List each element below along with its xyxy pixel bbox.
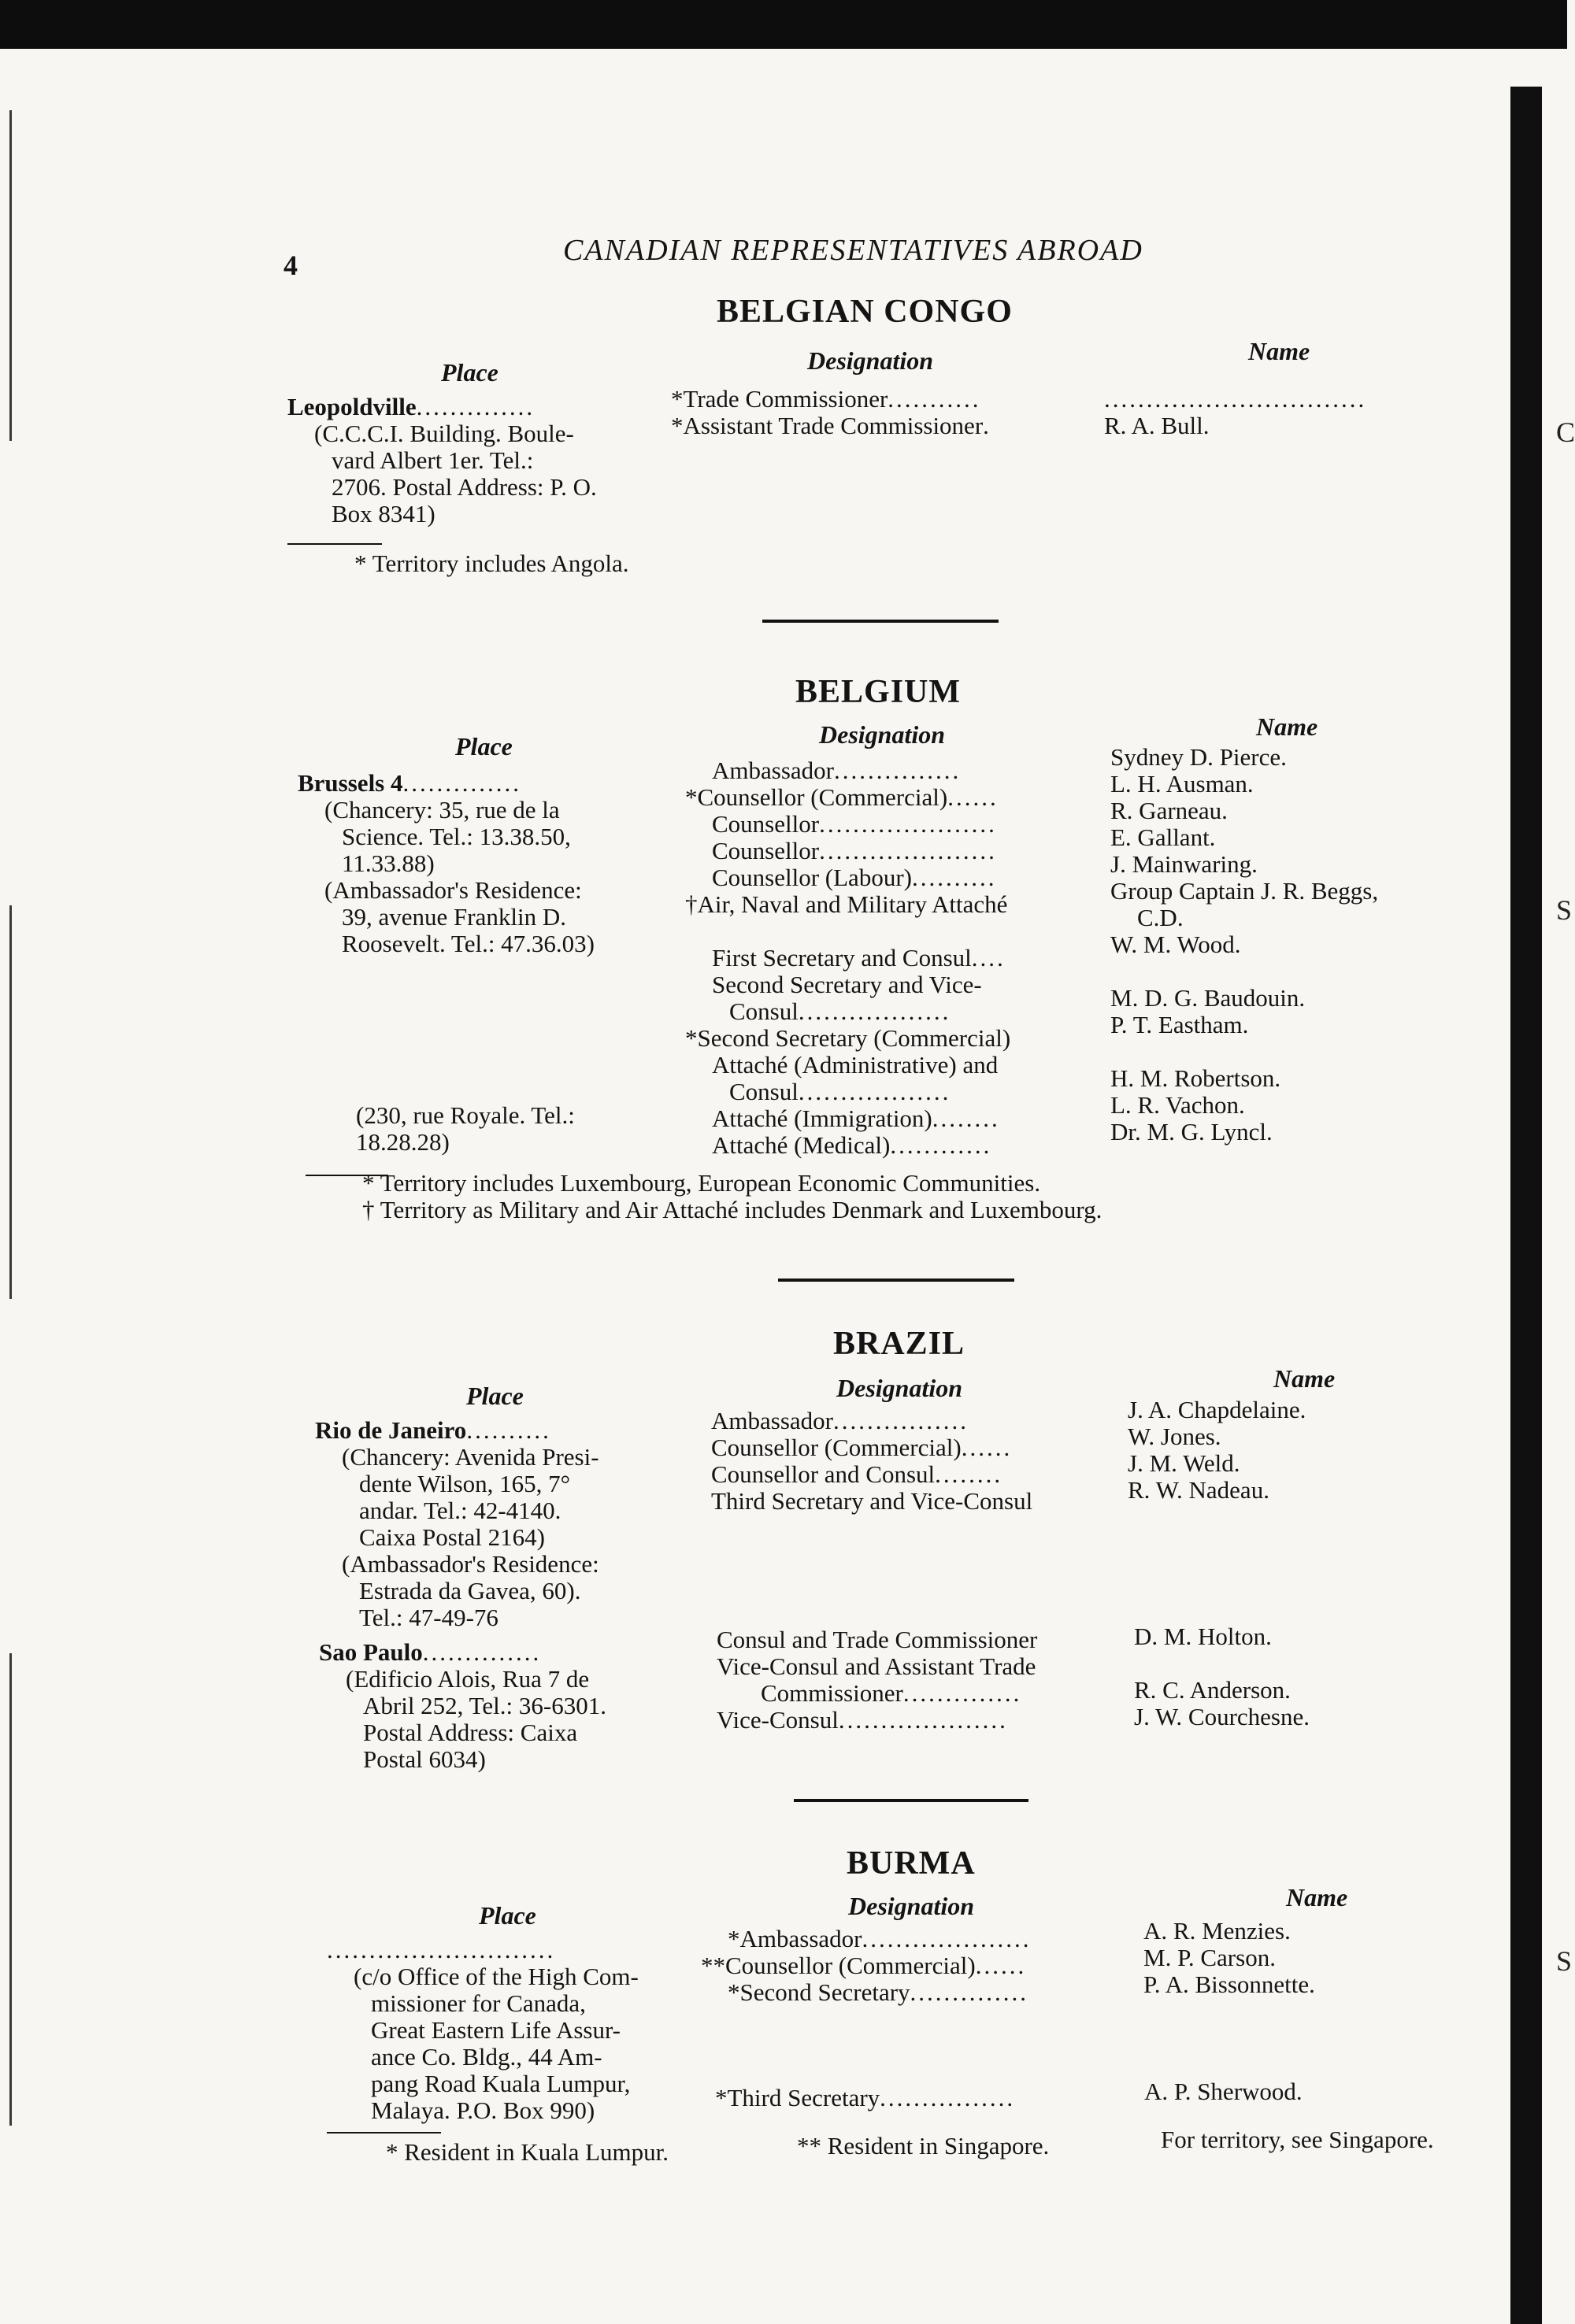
name-column <box>1143 1918 1315 1998</box>
person-name: Sydney D. Pierce. <box>1110 743 1287 771</box>
footnote-rule <box>327 2132 441 2133</box>
designation-column: Consul and Trade Commissioner Vice-Consul and Assistant Trade Commissioner.............. Vice-Consul.................... <box>717 1626 1038 1734</box>
designation: Consul <box>729 997 799 1025</box>
designation: *Assistant Trade Commissioner <box>671 412 984 439</box>
person-name: D. M. Holton. <box>1134 1623 1272 1650</box>
edge-letter: C <box>1556 416 1575 448</box>
footnote: * Resident in Kuala Lumpur. <box>386 2138 669 2166</box>
place-address: Abril 252, Tel.: 36-6301. <box>363 1692 606 1719</box>
section-title-belgium: BELGIUM <box>795 674 962 710</box>
scan-top-edge <box>0 0 1567 49</box>
place-address: (Chancery: Avenida Presi- <box>342 1443 599 1471</box>
designation: Counsellor <box>712 837 820 864</box>
column-header-name: Name <box>1273 1364 1336 1393</box>
designation: *Counsellor (Commercial) <box>685 783 948 811</box>
designation: †Air, Naval and Military Attaché <box>685 890 1008 918</box>
designation: *Ambassador <box>728 1925 862 1952</box>
designation-column: *Trade Commissioner........... *Assistant Trade Commissioner. <box>671 385 991 439</box>
place-address: (c/o Office of the High Com- <box>354 1963 639 1990</box>
person-name: R. C. Anderson. <box>1134 1676 1291 1704</box>
scan-left-edge <box>9 905 12 1299</box>
edge-letter: S <box>1556 1945 1573 1977</box>
place-column <box>356 1102 575 1156</box>
designation: Attaché (Medical) <box>712 1131 891 1159</box>
place-city: Rio de Janeiro <box>315 1416 467 1444</box>
section-divider <box>794 1799 1028 1802</box>
person-name: W. M. Wood. <box>1110 931 1241 958</box>
designation: Counsellor and Consul <box>711 1460 936 1488</box>
person-name: J. A. Chapdelaine. <box>1128 1396 1306 1423</box>
name-column: ............................... R. A. Bull. <box>1104 385 1367 439</box>
place-address: Estrada da Gavea, 60). <box>359 1577 581 1604</box>
section-title-brazil: BRAZIL <box>833 1326 965 1362</box>
designation: **Counsellor (Commercial) <box>701 1952 976 1979</box>
place-address: (230, rue Royale. Tel.: <box>356 1101 575 1129</box>
person-name: R. W. Nadeau. <box>1128 1476 1269 1504</box>
place-address: vard Albert 1er. Tel.: <box>332 446 534 474</box>
designation: Counsellor (Commercial) <box>711 1434 962 1461</box>
column-header-name: Name <box>1248 337 1310 365</box>
place-column: Rio de Janeiro.......... (Chancery: Avenida Presi- dente Wilson, 165, 7° andar. Tel.: 42-4140. Caixa Postal 2164) (Ambassador's Residence: Estrada da Gavea, 60). Tel.: 47-49-76 <box>315 1416 599 1631</box>
edge-letter: S <box>1556 894 1573 926</box>
section-title-burma: BURMA <box>847 1845 976 1882</box>
designation: Attaché (Administrative) and <box>712 1051 999 1079</box>
person-name: P. T. Eastham. <box>1110 1011 1249 1038</box>
place-address: (Edificio Alois, Rua 7 de <box>346 1665 590 1693</box>
designation-column: *Third Secretary................ <box>715 2084 1016 2111</box>
person-name: E. Gallant. <box>1110 823 1216 851</box>
designation: *Second Secretary <box>728 1978 910 2006</box>
name-column <box>1110 744 1378 1145</box>
column-header-place: Place <box>466 1382 524 1410</box>
designation: Ambassador <box>712 757 834 784</box>
designation: Second Secretary and Vice- <box>712 971 982 998</box>
footnote: * Territory includes Angola. <box>354 550 629 577</box>
section-divider <box>778 1279 1014 1282</box>
designation: Counsellor <box>712 810 820 838</box>
designation: Counsellor (Labour) <box>712 864 912 891</box>
place-address: dente Wilson, 165, 7° <box>359 1470 571 1497</box>
place-address: 11.33.88) <box>342 849 435 877</box>
place-address: Malaya. P.O. Box 990) <box>371 2096 595 2124</box>
place-address: Postal Address: Caixa <box>363 1719 578 1746</box>
person-name: W. Jones. <box>1128 1423 1221 1450</box>
section-divider <box>762 620 999 623</box>
designation: Vice-Consul and Assistant Trade <box>717 1652 1036 1680</box>
designation: Ambassador <box>711 1407 833 1434</box>
column-header-place: Place <box>441 358 498 387</box>
place-address: Roosevelt. Tel.: 47.36.03) <box>342 930 595 957</box>
designation: Vice-Consul <box>717 1706 839 1734</box>
column-header-designation: Designation <box>807 346 934 375</box>
place-address: (Chancery: 35, rue de la <box>324 796 560 823</box>
designation-column: *Ambassador.................... **Counsellor (Commercial)...... *Second Secretary.............. <box>701 1925 1032 2006</box>
footnote: For territory, see Singapore. <box>1161 2126 1434 2153</box>
place-address: Great Eastern Life Assur- <box>371 2016 621 2044</box>
person-name: P. A. Bissonnette. <box>1143 1971 1315 1998</box>
designation: *Third Secretary <box>715 2084 880 2111</box>
column-header-designation: Designation <box>819 720 946 749</box>
designation: Attaché (Immigration) <box>712 1105 932 1132</box>
place-address: Postal 6034) <box>363 1745 486 1773</box>
person-name: J. W. Courchesne. <box>1134 1703 1310 1730</box>
place-address: (Ambassador's Residence: <box>324 876 582 904</box>
place-column: Leopoldville.............. (C.C.C.I. Building. Boule- vard Albert 1er. Tel.: 2706. Postal Address: P. O. Box 8341) <box>287 393 597 527</box>
place-city: Sao Paulo <box>319 1638 423 1666</box>
column-header-place: Place <box>455 732 513 760</box>
footnote-rule <box>287 543 382 545</box>
column-header-name: Name <box>1286 1883 1348 1911</box>
scan-left-edge <box>9 1653 12 2126</box>
person-name: Dr. M. G. Lyncl. <box>1110 1118 1273 1145</box>
name-column <box>1144 2078 1303 2105</box>
footnote: ** Resident in Singapore. <box>797 2132 1050 2159</box>
footnote: * Territory includes Luxembourg, European Economic Communities. <box>362 1169 1041 1197</box>
place-column: Brussels 4.............. (Chancery: 35, rue de la Science. Tel.: 13.38.50, 11.33.88) (Ambassador's Residence: 39, avenue Franklin D. Roosevelt. Tel.: 47.36.03) <box>298 769 595 957</box>
designation: Third Secretary and Vice-Consul <box>711 1487 1033 1515</box>
designation-column: Ambassador............... *Counsellor (Commercial)...... Counsellor..................... Counsellor..................... Counsellor (Labour).......... †Air, Naval and Military Attaché First Secretary and Consul.... Second Secretary and Vice- Consul.................. *Second Secretary (Commercial) Attaché (Administrative) and Consul.................. Attaché (Immigration)........ Attaché (Medical)............ <box>685 757 1011 1159</box>
person-name: J. Mainwaring. <box>1110 850 1258 878</box>
place-address: Box 8341) <box>332 500 435 527</box>
designation: Consul and Trade Commissioner <box>717 1626 1038 1653</box>
person-name: M. P. Carson. <box>1143 1944 1276 1971</box>
place-address: missioner for Canada, <box>371 1989 586 2017</box>
place-address: 2706. Postal Address: P. O. <box>332 473 597 501</box>
place-address: (Ambassador's Residence: <box>342 1550 599 1578</box>
place-column: Sao Paulo.............. (Edificio Alois, Rua 7 de Abril 252, Tel.: 36-6301. Postal Address: Caixa Postal 6034) <box>319 1638 606 1773</box>
column-header-place: Place <box>479 1901 536 1930</box>
designation: Consul <box>729 1078 799 1105</box>
place-address: (C.C.C.I. Building. Boule- <box>314 420 574 447</box>
designation: *Second Secretary (Commercial) <box>685 1024 1011 1052</box>
person-name: C.D. <box>1137 904 1184 931</box>
scan-left-edge <box>9 110 12 441</box>
place-address: Tel.: 47-49-76 <box>359 1604 498 1631</box>
column-header-name: Name <box>1256 712 1318 741</box>
person-name: H. M. Robertson. <box>1110 1064 1281 1092</box>
name-column <box>1128 1397 1306 1504</box>
person-name: J. M. Weld. <box>1128 1449 1240 1477</box>
place-address: ance Co. Bldg., 44 Am- <box>371 2043 602 2071</box>
section-title-belgian-congo: BELGIAN CONGO <box>717 294 1013 330</box>
person-name: R. Garneau. <box>1110 797 1228 824</box>
person-name: R. A. Bull. <box>1104 412 1210 439</box>
place-address: Science. Tel.: 13.38.50, <box>342 823 571 850</box>
place-city: Leopoldville <box>287 393 417 420</box>
designation: Commissioner <box>761 1679 903 1707</box>
scan-binding-edge <box>1510 87 1542 2324</box>
designation: *Trade Commissioner <box>671 385 888 413</box>
place-column: ........................... (c/o Office of the High Com- missioner for Canada, Great Eastern Life Assur- ance Co. Bldg., 44 Am- pang Road Kuala Lumpur, Malaya. P.O. Box 990) <box>327 1936 639 2124</box>
person-name: A. R. Menzies. <box>1143 1917 1291 1945</box>
person-name: L. R. Vachon. <box>1110 1091 1245 1119</box>
person-name: Group Captain J. R. Beggs, <box>1110 877 1379 905</box>
designation: First Secretary and Consul <box>712 944 972 971</box>
column-header-designation: Designation <box>836 1374 963 1402</box>
person-name: A. P. Sherwood. <box>1144 2078 1303 2105</box>
place-address: Caixa Postal 2164) <box>359 1523 545 1551</box>
running-head: CANADIAN REPRESENTATIVES ABROAD <box>563 234 1143 267</box>
person-name: M. D. G. Baudouin. <box>1110 984 1306 1012</box>
page-number: 4 <box>284 250 298 281</box>
footnote: † Territory as Military and Air Attaché includes Denmark and Luxembourg. <box>362 1196 1102 1223</box>
place-address: andar. Tel.: 42-4140. <box>359 1497 561 1524</box>
name-column <box>1134 1623 1310 1730</box>
place-address: 18.28.28) <box>356 1128 450 1156</box>
designation-column: Ambassador................ Counsellor (Commercial)...... Counsellor and Consul........ Third Secretary and Vice-Consul <box>711 1407 1033 1515</box>
place-city: Brussels 4 <box>298 769 403 797</box>
person-name: L. H. Ausman. <box>1110 770 1254 797</box>
place-address: 39, avenue Franklin D. <box>342 903 566 931</box>
place-address: pang Road Kuala Lumpur, <box>371 2070 631 2097</box>
column-header-designation: Designation <box>848 1892 975 1920</box>
